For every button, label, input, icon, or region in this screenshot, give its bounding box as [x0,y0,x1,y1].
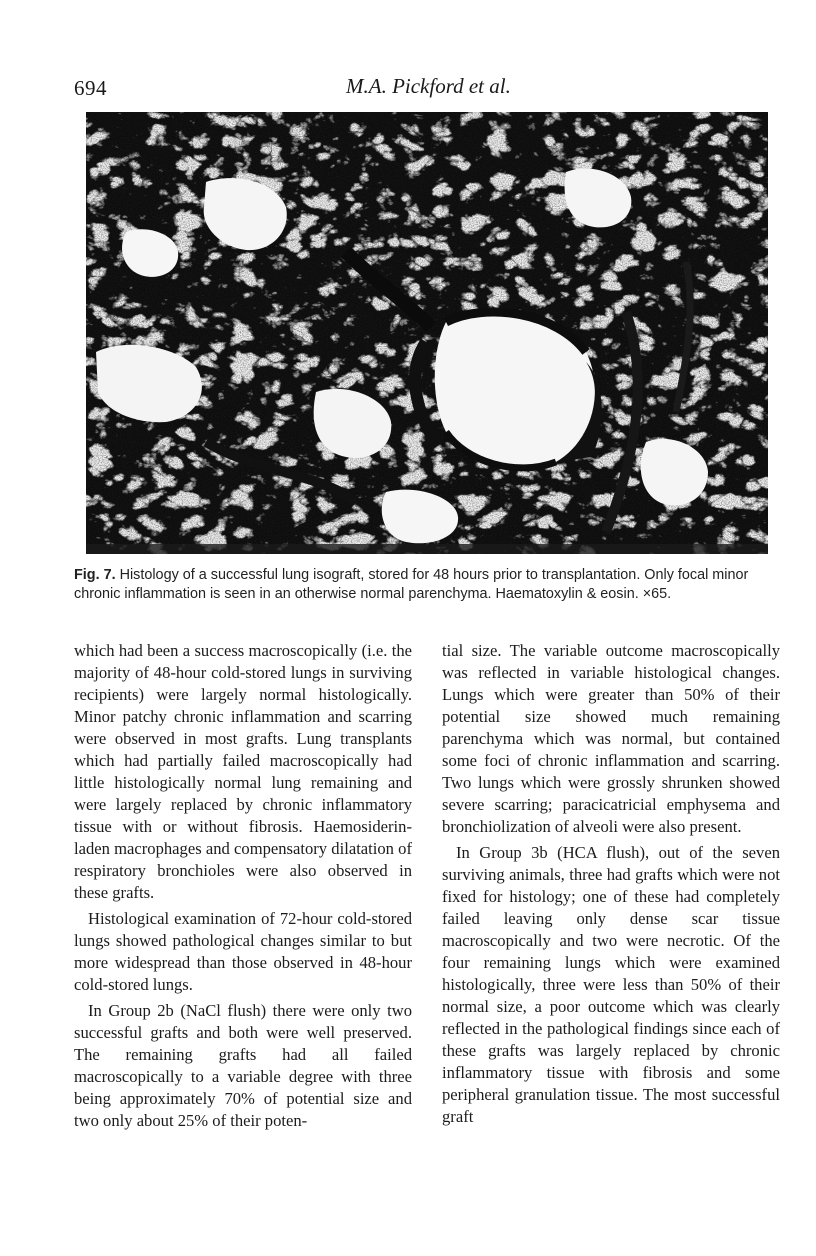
running-head: M.A. Pickford et al. [346,74,511,98]
paragraph: In Group 3b (HCA flush), out of the seven surviving animals, three had grafts which were not fixed for histology; one of these had completely failed leaving only dense scar tissue macroscopically and two were necrotic. Of the four remaining lungs which were examined histologically, three were less than 50% of their normal size, a poor outcome which was clearly reflected in the pathological findings since each of these grafts was largely replaced by chronic inflammatory tissue with fibrosis and some peripheral granulation tissue. The most successful graft [442,843,780,1126]
paragraph: Histological examination of 72-hour cold-stored lungs showed pathological changes similar to but more widespread than those observed in 48-hour cold-stored lungs. [74,909,412,994]
figure-caption [74,566,774,604]
page-number: 694 [74,76,107,100]
left-column [74,640,412,1132]
paragraph: which had been a success macroscopically (i.e. the majority of 48-hour cold-stored lungs in surviving recipients) were largely normal histologically. Minor patchy chronic inflammation and scarring were observed in most grafts. Lung transplants which had partially failed macroscopically had little histologically normal lung remaining and were largely replaced by chronic inflammatory tissue with or without fibrosis. Haemosiderin-laden macrophages and compensatory dilatation of respiratory bronchioles were also observed in these grafts. [74,641,412,902]
histology-micrograph [86,112,768,554]
paragraph: tial size. The variable outcome macroscopically was reflected in variable histological changes. Lungs which were greater than 50% of their potential size showed much remaining parenchyma which was normal, but contained some foci of chronic inflammation and scarring. Two lungs which were grossly shrunken showed severe scarring; paracicatricial emphysema and bronchiolization of alveoli were also present. [442,641,780,836]
right-column [442,640,780,1128]
figure-caption-text: Histology of a successful lung isograft, stored for 48 hours prior to transplantation. Only focal minor chronic inflammation is seen in an otherwise normal parenchyma. Haematoxylin & eosin. ×65. [74,567,749,602]
figure-label: Fig. 7. [74,567,116,583]
paragraph: In Group 2b (NaCl flush) there were only two successful grafts and both were well preserved. The remaining grafts had all failed macroscopically to a variable degree with three being approximately 70% of potential size and two only about 25% of their poten- [74,1001,412,1130]
